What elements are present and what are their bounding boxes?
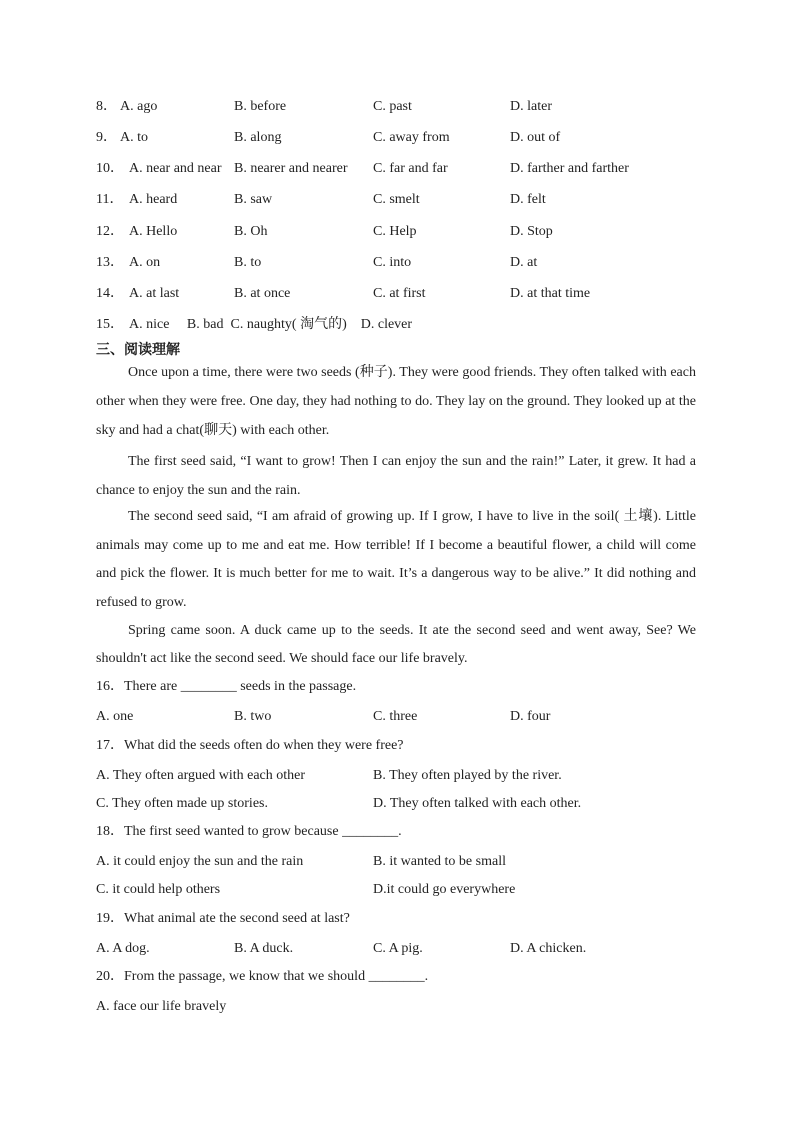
question-17-option-a: A. They often argued with each other <box>96 768 306 783</box>
option-b: B. at once <box>234 286 291 301</box>
question-16-stem: 16．There are ________ seeds in the passage. <box>96 679 357 694</box>
question-number: 13． <box>96 255 124 270</box>
option-d: D. at <box>510 255 538 270</box>
option-a: A. Hello <box>129 224 178 239</box>
question-19-option-d: D. A chicken. <box>510 941 587 956</box>
question-18-stem: 18．The first seed wanted to grow because ________. <box>96 824 402 839</box>
option-c: C. into <box>373 255 412 270</box>
question-19-option-a: A. A dog. <box>96 941 150 956</box>
question-number: 9． <box>96 130 117 145</box>
option-d: D. at that time <box>510 286 591 301</box>
question-18-option-b: B. it wanted to be small <box>373 854 506 869</box>
option-d: D. later <box>510 99 552 114</box>
question-number: 12． <box>96 224 124 239</box>
option-b: B. Oh <box>234 224 268 239</box>
option-c: C. away from <box>373 130 450 145</box>
question-18-option-c: C. it could help others <box>96 882 221 897</box>
question-17-option-b: B. They often played by the river. <box>373 768 562 783</box>
question-16-option-c: C. three <box>373 709 418 724</box>
option-d: D. out of <box>510 130 561 145</box>
question-16-option-a: A. one <box>96 709 134 724</box>
question-16-option-b: B. two <box>234 709 272 724</box>
option-b: B. to <box>234 255 262 270</box>
passage-paragraph-1: Once upon a time, there were two seeds (种子). They were good friends. They often talked with each other when they were free. One day, they had nothing to do. They lay on the ground. They looked up at the sky and had a chat(聊天) with each other. <box>96 365 696 438</box>
option-a: A. at last <box>129 286 180 301</box>
option-a: A. to <box>120 130 148 145</box>
question-number: 8． <box>96 99 117 114</box>
option-c: C. smelt <box>373 192 420 207</box>
question-19-option-b: B. A duck. <box>234 941 294 956</box>
question-number: 15． <box>96 317 124 332</box>
question-20-stem: 20．From the passage, we know that we should ________. <box>96 969 429 984</box>
option-b: B. before <box>234 99 287 114</box>
option-c: C. past <box>373 99 412 114</box>
question-17-option-c: C. They often made up stories. <box>96 796 268 811</box>
option-d: D. Stop <box>510 224 553 239</box>
option-a: A. on <box>129 255 161 270</box>
option-d: D. felt <box>510 192 546 207</box>
option-b: B. saw <box>234 192 273 207</box>
option-b: B. nearer and nearer <box>234 161 348 176</box>
question-number: 10． <box>96 161 124 176</box>
question-18-option-a: A. it could enjoy the sun and the rain <box>96 854 304 869</box>
question-18-option-d: D.it could go everywhere <box>373 882 516 897</box>
question-16-option-d: D. four <box>510 709 551 724</box>
question-19-stem: 19．What animal ate the second seed at last? <box>96 911 350 926</box>
question-15-options: A. nice B. bad C. naughty( 淘气的) D. clever <box>129 317 413 332</box>
option-a: A. near and near <box>129 161 222 176</box>
passage-paragraph-2: The first seed said, “I want to grow! Then I can enjoy the sun and the rain!” Later, it grew. It had a chance to enjoy the sun and the rain. <box>96 454 696 498</box>
question-20-option-a: A. face our life bravely <box>96 999 227 1014</box>
passage-paragraph-4: Spring came soon. A duck came up to the seeds. It ate the second seed and went away, See? We shouldn't act like the second seed. We should face our life bravely. <box>96 623 696 666</box>
question-17-stem: 17．What did the seeds often do when they were free? <box>96 738 404 753</box>
option-d: D. farther and farther <box>510 161 629 176</box>
option-c: C. Help <box>373 224 417 239</box>
option-c: C. far and far <box>373 161 448 176</box>
passage-paragraph-3: The second seed said, “I am afraid of growing up. If I grow, I have to live in the soil( 土壤). Little animals may come up to me and eat me. How terrible! If I become a beautiful flower, a child will come and pick the flower. It is much better for me to wait. It’s a dangerous way to be alive.” It did nothing and refused to grow. <box>96 509 696 610</box>
question-number: 11． <box>96 192 124 207</box>
question-17-option-d: D. They often talked with each other. <box>373 796 582 811</box>
question-19-option-c: C. A pig. <box>373 941 423 956</box>
option-a: A. ago <box>120 99 158 114</box>
option-c: C. at first <box>373 286 426 301</box>
option-b: B. along <box>234 130 282 145</box>
section-title: 三、阅读理解 <box>96 342 180 358</box>
question-number: 14． <box>96 286 124 301</box>
option-a: A. heard <box>129 192 178 207</box>
